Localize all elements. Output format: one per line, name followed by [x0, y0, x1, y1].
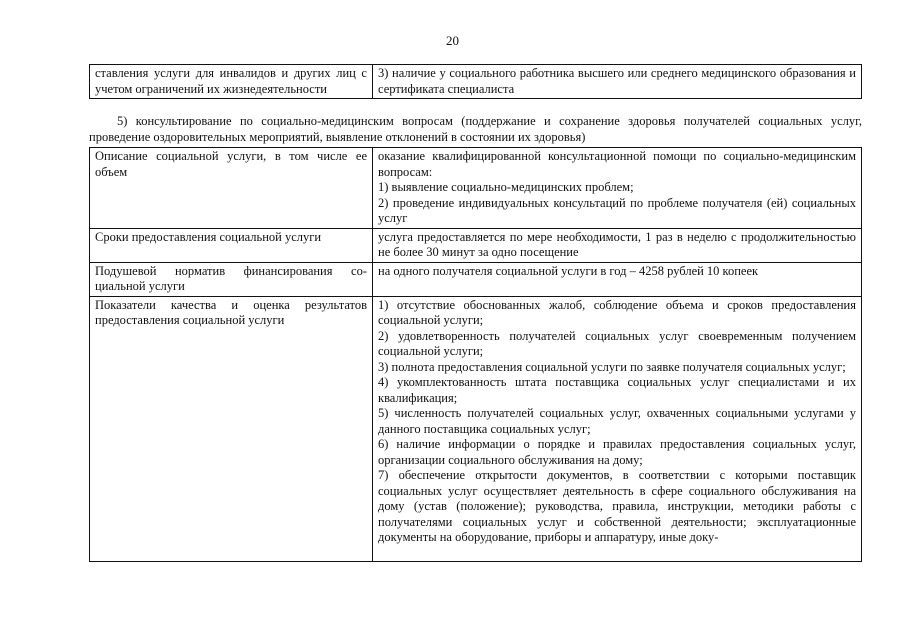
- list-item: услуга предоставляется по мере необходимости, 1 раз в неделю с продолжительностью не более 30 минут за одно посещение: [378, 229, 856, 259]
- page-number: 20: [446, 33, 459, 48]
- table-row: [90, 148, 862, 229]
- list-item: оказание квалифицированной консультационной помощи по социально-медицинским вопросам:: [378, 149, 856, 179]
- row-label-description: Описание социальной услуги, в том числе ее объем: [90, 148, 373, 229]
- table-row: [90, 262, 862, 296]
- list-item: 6) наличие информации о порядке и правилах предоставления социальных услуг, организации социального обслуживания на дому;: [378, 437, 856, 467]
- table-row: [90, 228, 862, 262]
- list-item: 5) численность получателей социальных услуг, охваченных социальными услугами у данного поставщика социальных услуг;: [378, 406, 856, 436]
- list-item: 7) обеспечение открытости документов, в соответствии с которыми поставщик социальных услуг осуществляет деятельность в сфере социального обслуживания на дому (устав (положение); руководства, правила, инструкции, методики работы с получателями социальных услуг и собственной деятельности; эксплуатационные документы на оборудование, приборы и аппаратуру, иные доку-: [378, 468, 856, 544]
- row-value-funding: [373, 262, 862, 296]
- list-item: 2) удовлетворенность получателей социальных услуг своевременным получением социальной услуги;: [378, 328, 856, 358]
- table-row: [90, 65, 862, 99]
- row-value-quality: [373, 296, 862, 561]
- list-item: 4) укомплектованность штата поставщика социальных услуг специалистами и их квалификация;: [378, 375, 856, 405]
- table-row: [90, 296, 862, 561]
- row-value-terms: [373, 228, 862, 262]
- list-item: 3) полнота предоставления социальной услуги по заявке получателя социальных услуг;: [378, 359, 846, 374]
- list-item: 1) выявление социально-медицинских проблем;: [378, 180, 634, 194]
- table-cell-label: ставления услуги для инвалидов и других лиц с учетом ограничений их жизнедеятельности: [90, 65, 373, 99]
- service-table: [89, 147, 862, 562]
- quality-indicators-list: [378, 298, 856, 560]
- list-item: на одного получателя социальной услуги в год – 4258 рублей 10 копеек: [378, 263, 759, 278]
- row-label-funding: Подушевой норматив финансирования социальной услуги: [90, 262, 373, 296]
- continuation-table: [89, 64, 862, 99]
- row-value-description: [373, 148, 862, 229]
- row-label-terms: Сроки предоставления социальной услуги: [90, 228, 373, 262]
- list-item: 1) отсутствие обоснованных жалоб, соблюдение объема и сроков предоставления социальной услуги;: [378, 297, 856, 327]
- table-cell-value: 3) наличие у социального работника высшего или среднего медицинского образования и сертификата специалиста: [373, 65, 862, 99]
- list-item: 2) проведение индивидуальных консультаций по проблеме получателя (ей) социальных услуг: [378, 195, 856, 225]
- row-label-quality: Показатели качества и оценка результатов предоставления социальной услуги: [90, 296, 373, 561]
- section-intro-paragraph: 5) консультирование по социально-медицинским вопросам (поддержание и сохранение здоровья получателей социальных услуг, проведение оздоровительных мероприятий, выявление отклонений в состоянии их здоровья): [89, 114, 862, 144]
